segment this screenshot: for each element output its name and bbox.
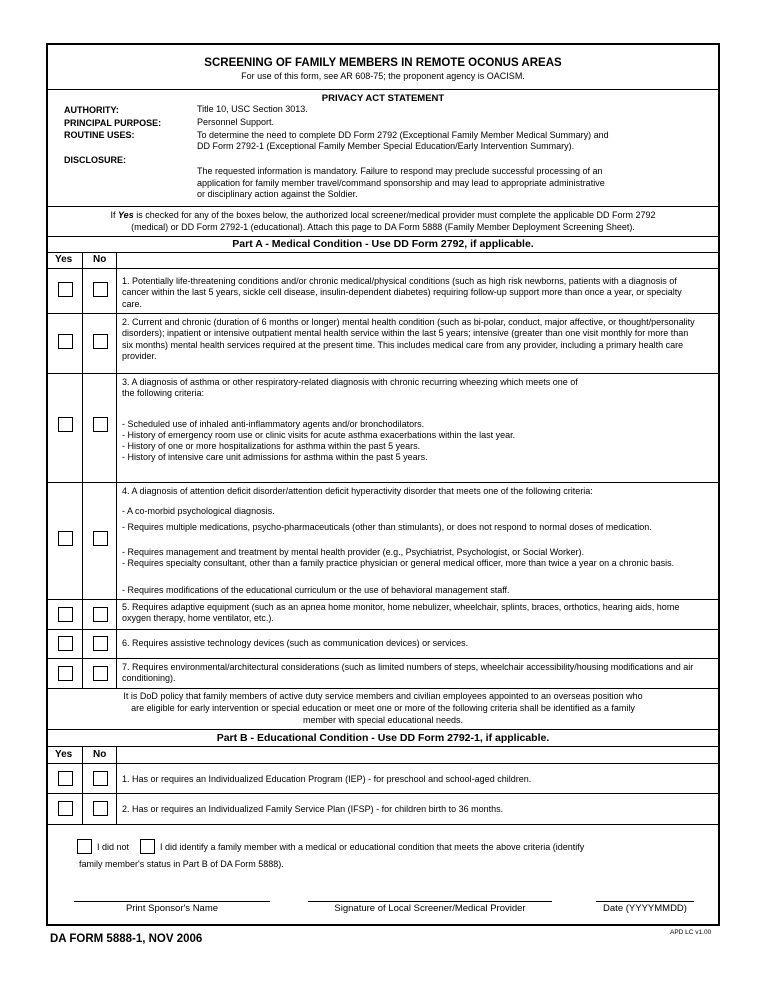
part-b-item-2-yes-checkbox[interactable] bbox=[58, 801, 73, 816]
part-a-no-header: No bbox=[93, 254, 107, 265]
divider bbox=[48, 252, 718, 253]
divider bbox=[82, 252, 83, 689]
yes-notice-line-2: (medical) or DD Form 2792-1 (educational). Attach this page to DA Form 5888 (Family Member Deployment Screening Sheet). bbox=[131, 222, 635, 232]
part-a-item-2-no-checkbox[interactable] bbox=[93, 334, 108, 349]
divider bbox=[116, 252, 117, 689]
form-subtitle: For use of this form, see AR 608-75; the proponent agency is OACISM. bbox=[241, 71, 525, 81]
part-a-item-3-bullet-2: - History of emergency room use or clinic visits for acute asthma exacerbations within the last year. bbox=[122, 430, 516, 440]
divider bbox=[48, 482, 718, 483]
sponsor-name-line[interactable] bbox=[74, 901, 270, 902]
did-not-checkbox[interactable] bbox=[77, 839, 92, 854]
part-b-item-1-text: 1. Has or requires an Individualized Education Program (IEP) - for preschool and school-aged children. bbox=[122, 774, 532, 784]
form-frame bbox=[46, 43, 720, 926]
authority-value: Title 10, USC Section 3013. bbox=[197, 104, 308, 114]
divider bbox=[48, 824, 718, 825]
yes-notice-line-1: If Yes is checked for any of the boxes below, the authorized local screener/medical provider must complete the applicable DD Form 2792 bbox=[110, 210, 656, 220]
part-b-item-1-yes-checkbox[interactable] bbox=[58, 771, 73, 786]
divider bbox=[48, 599, 718, 600]
routine-uses-label: ROUTINE USES: bbox=[64, 130, 135, 140]
disclosure-value-1: The requested information is mandatory. Failure to respond may preclude successful processing of an bbox=[197, 166, 603, 176]
privacy-act-title: PRIVACY ACT STATEMENT bbox=[321, 93, 445, 104]
dod-policy-line-2: are eligible for early intervention or special education or meet one or more of the following criteria shall be identified as a family bbox=[131, 703, 635, 713]
form-number: DA FORM 5888-1, NOV 2006 bbox=[50, 933, 203, 945]
disclosure-label: DISCLOSURE: bbox=[64, 155, 127, 165]
part-a-item-3-yes-checkbox[interactable] bbox=[58, 417, 73, 432]
part-a-item-4-yes-checkbox[interactable] bbox=[58, 531, 73, 546]
part-a-item-3-bullet-1: - Scheduled use of inhaled anti-inflammatory agents and/or bronchodilators. bbox=[122, 419, 425, 429]
divider bbox=[48, 793, 718, 794]
form-version: APD LC v1.00 bbox=[670, 929, 712, 936]
part-b-yes-header: Yes bbox=[55, 749, 73, 760]
date-label: Date (YYYYMMDD) bbox=[603, 903, 687, 914]
did-identify-label: I did identify a family member with a medical or educational condition that meets the above criteria (identify bbox=[160, 842, 585, 852]
divider bbox=[48, 268, 718, 269]
divider bbox=[48, 688, 718, 689]
form-title: SCREENING OF FAMILY MEMBERS IN REMOTE OCONUS AREAS bbox=[204, 57, 562, 69]
part-a-item-7-text: 7. Requires environmental/architectural considerations (such as limited numbers of steps, wheelchair accessibility/housing modifications and air conditioning). bbox=[122, 662, 694, 684]
part-a-item-1-yes-checkbox[interactable] bbox=[58, 282, 73, 297]
part-a-item-7-yes-checkbox[interactable] bbox=[58, 666, 73, 681]
part-a-item-1-no-checkbox[interactable] bbox=[93, 282, 108, 297]
part-a-item-3-line-1: 3. A diagnosis of asthma or other respiratory-related diagnosis with chronic recurring wheezing which meets one of bbox=[122, 377, 578, 387]
dod-policy-line-3: member with special educational needs. bbox=[302, 715, 464, 725]
routine-uses-value-2: DD Form 2792-1 (Exceptional Family Member Special Education/Early Intervention Summary). bbox=[197, 141, 575, 151]
part-a-item-4-bullet-1: - A co-morbid psychological diagnosis. bbox=[122, 506, 275, 516]
date-line[interactable] bbox=[596, 901, 694, 902]
purpose-label: PRINCIPAL PURPOSE: bbox=[64, 118, 162, 128]
part-a-item-3-bullet-3: - History of one or more hospitalizations for asthma within the past 5 years. bbox=[122, 441, 421, 451]
divider bbox=[48, 763, 718, 764]
certification-line-2: family member's status in Part B of DA Form 5888). bbox=[79, 859, 284, 869]
divider bbox=[48, 373, 718, 374]
part-a-item-4-bullet-3: - Requires management and treatment by mental health provider (e.g., Psychiatrist, Psychologist, or Social Worker). bbox=[122, 547, 585, 557]
part-b-item-2-text: 2. Has or requires an Individualized Family Service Plan (IFSP) - for children birth to 36 months. bbox=[122, 804, 504, 814]
part-a-item-7-no-checkbox[interactable] bbox=[93, 666, 108, 681]
part-a-item-1-text: 1. Potentially life-threatening conditions and/or chronic medical/physical conditions (such as high risk newborns, patients with a diagnosis of cancer within the last 5 years, sickle cell disease, insulin-dependent diabetes) requiring follow-up support more than once a year, or specialty care. bbox=[122, 276, 682, 309]
part-a-title: Part A - Medical Condition - Use DD Form 2792, if applicable. bbox=[232, 238, 534, 250]
divider bbox=[116, 746, 117, 824]
part-a-item-2-text: 2. Current and chronic (duration of 6 months or longer) mental health condition (such as bi-polar, conduct, major affective, or thought/personality disorders); inpatient or intensive outpatient mental health service within the last 5 years; intensive (greater than one visit monthly for more than six months) mental health services required at the present time. This includes medical care from any provider, including a primary health care provider. bbox=[122, 317, 695, 361]
screener-signature-line[interactable] bbox=[308, 901, 552, 902]
part-b-item-1-no-checkbox[interactable] bbox=[93, 771, 108, 786]
part-a-item-3-no-checkbox[interactable] bbox=[93, 417, 108, 432]
disclosure-value-2: application for family member travel/command sponsorship and may lead to appropriate administrative bbox=[197, 178, 605, 188]
part-b-item-2-no-checkbox[interactable] bbox=[93, 801, 108, 816]
divider bbox=[48, 236, 718, 237]
divider bbox=[48, 658, 718, 659]
screener-signature-label: Signature of Local Screener/Medical Provider bbox=[334, 903, 526, 914]
part-a-yes-header: Yes bbox=[55, 254, 73, 265]
part-b-no-header: No bbox=[93, 749, 107, 760]
part-b-title: Part B - Educational Condition - Use DD Form 2792-1, if applicable. bbox=[216, 732, 550, 744]
part-a-item-3-line-2: the following criteria: bbox=[122, 388, 205, 398]
part-a-item-4-bullet-2: - Requires multiple medications, psycho-pharmaceuticals (other than stimulants), or does not respond to normal doses of medication. bbox=[122, 522, 652, 532]
part-a-item-5-text: 5. Requires adaptive equipment (such as an apnea home monitor, home nebulizer, wheelchair, splints, braces, orthotics, hearing aids, home oxygen therapy, home ventilator, etc.). bbox=[122, 602, 680, 624]
part-a-item-4-line-1: 4. A diagnosis of attention deficit disorder/attention deficit hyperactivity disorder that meets one of the following criteria: bbox=[122, 486, 593, 496]
divider bbox=[48, 729, 718, 730]
dod-policy-line-1: It is DoD policy that family members of active duty service members and civilian employees appointed to an overseas position who bbox=[123, 691, 643, 701]
divider bbox=[48, 89, 718, 90]
disclosure-value-3: or disciplinary action against the Soldier. bbox=[197, 189, 358, 199]
part-a-item-6-text: 6. Requires assistive technology devices (such as communication devices) or services. bbox=[122, 638, 469, 648]
part-a-item-3-bullet-4: - History of intensive care unit admissions for asthma within the past 5 years. bbox=[122, 452, 428, 462]
authority-label: AUTHORITY: bbox=[64, 105, 119, 115]
part-a-item-4-bullet-4: - Requires specialty consultant, other than a family practice physician or general medical officer, more than twice a year on a chronic basis. bbox=[122, 558, 675, 568]
divider bbox=[48, 629, 718, 630]
sponsor-name-label: Print Sponsor's Name bbox=[125, 903, 219, 914]
divider bbox=[82, 746, 83, 824]
part-a-item-6-no-checkbox[interactable] bbox=[93, 636, 108, 651]
part-a-item-5-no-checkbox[interactable] bbox=[93, 607, 108, 622]
purpose-value: Personnel Support. bbox=[197, 117, 275, 127]
part-a-item-4-no-checkbox[interactable] bbox=[93, 531, 108, 546]
did-not-label: I did not bbox=[97, 842, 130, 852]
divider bbox=[48, 206, 718, 207]
part-a-item-4-bullet-5: - Requires modifications of the educational curriculum or the use of behavioral management staff. bbox=[122, 585, 510, 595]
part-a-item-2-yes-checkbox[interactable] bbox=[58, 334, 73, 349]
did-identify-checkbox[interactable] bbox=[140, 839, 155, 854]
divider bbox=[48, 746, 718, 747]
divider bbox=[48, 313, 718, 314]
routine-uses-value-1: To determine the need to complete DD Form 2792 (Exceptional Family Member Medical Summary) and bbox=[197, 130, 609, 140]
part-a-item-6-yes-checkbox[interactable] bbox=[58, 636, 73, 651]
part-a-item-5-yes-checkbox[interactable] bbox=[58, 607, 73, 622]
